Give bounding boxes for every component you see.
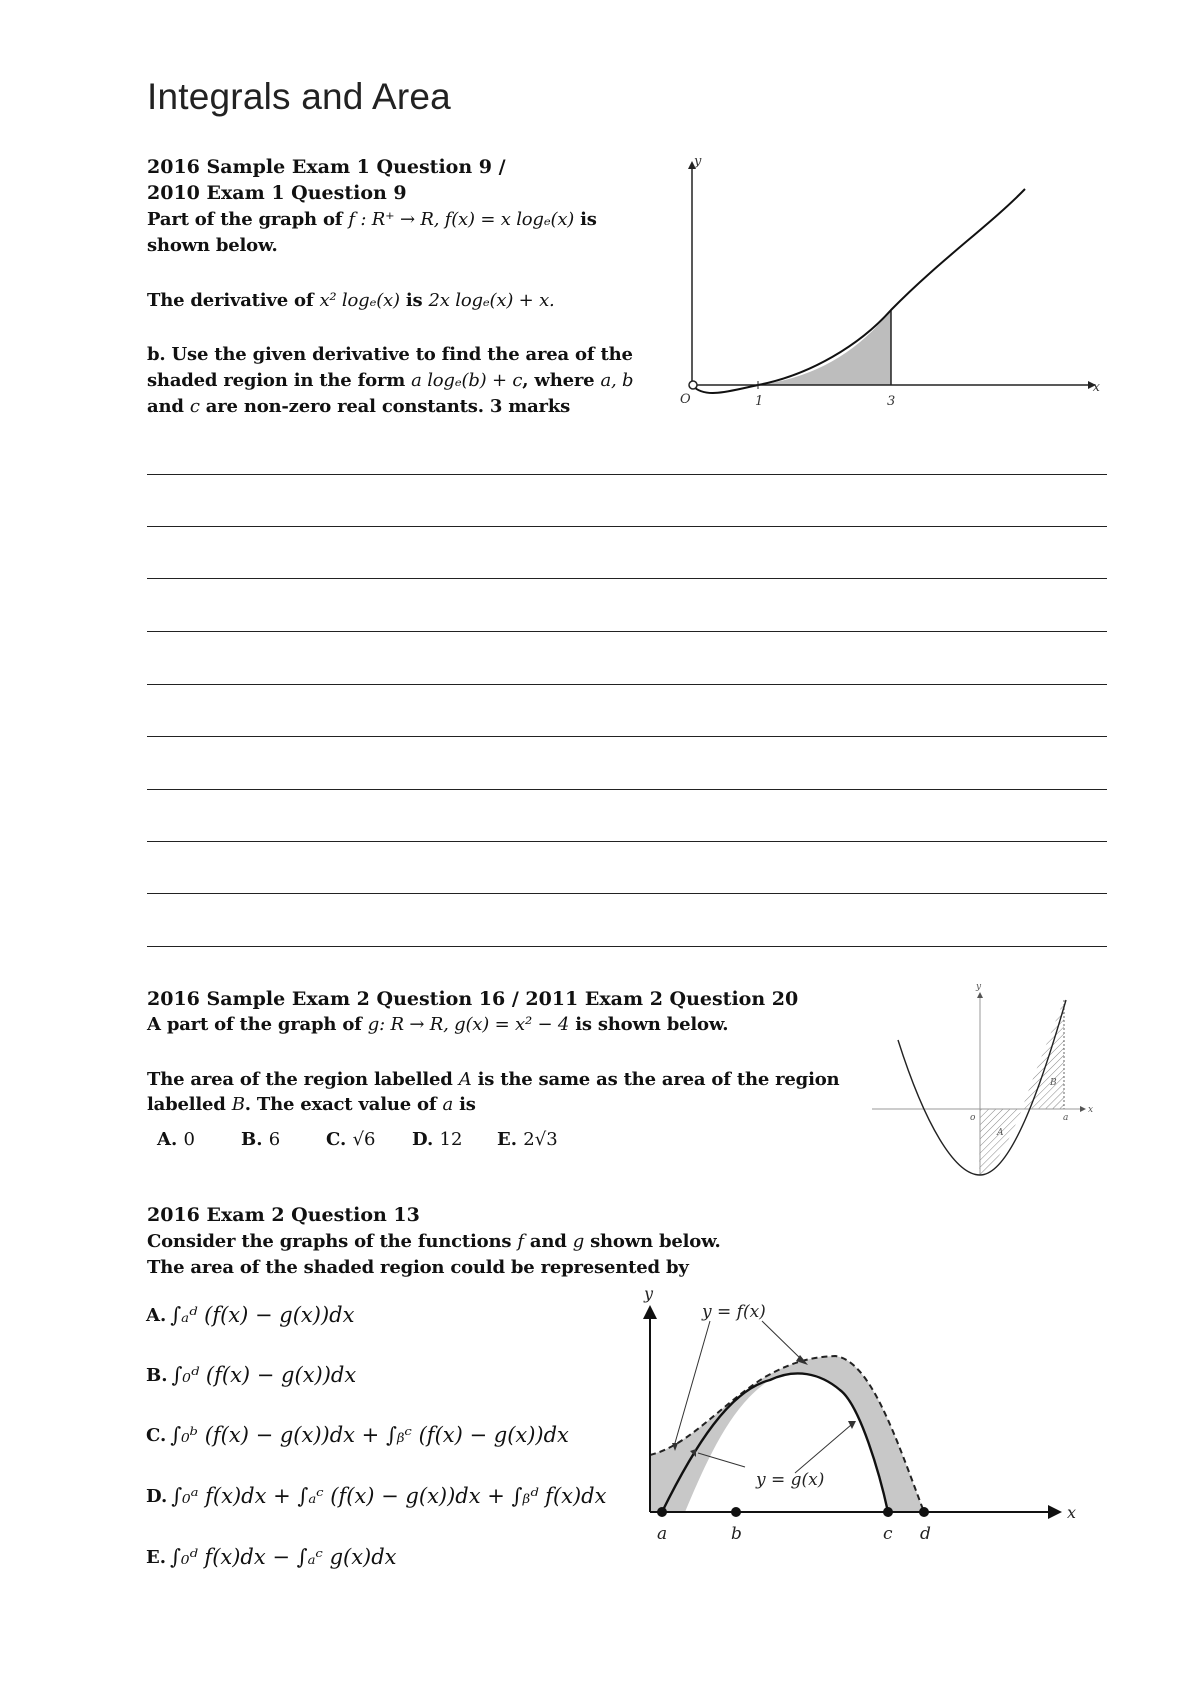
answer-line[interactable] bbox=[147, 578, 1107, 579]
q2-text-e: is bbox=[453, 1094, 476, 1115]
q1-heading-line1: 2016 Sample Exam 1 Question 9 / bbox=[147, 156, 506, 178]
q2-option-a[interactable] bbox=[157, 1129, 195, 1150]
q2-heading: 2016 Sample Exam 2 Question 16 / 2011 Exam 2 Question 20 bbox=[147, 988, 799, 1010]
q1-intro-text: Part of the graph of bbox=[147, 209, 349, 230]
answer-line[interactable] bbox=[147, 631, 1107, 632]
q2-text-math-b: B bbox=[231, 1094, 245, 1115]
q3-option-c[interactable] bbox=[146, 1423, 569, 1447]
answer-line[interactable] bbox=[147, 526, 1107, 527]
q1-part-b-math-c: a, b bbox=[600, 370, 634, 391]
q1-heading-line2: 2010 Exam 1 Question 9 bbox=[147, 182, 407, 204]
q2-region-a bbox=[979, 1109, 1022, 1175]
q3-c-label: c bbox=[883, 1524, 893, 1544]
q3-g-pointer-right bbox=[795, 1425, 851, 1473]
q1-part-b-line3-text: and bbox=[147, 396, 190, 417]
q2-option-b-label: B. bbox=[241, 1129, 263, 1150]
q1-intro-math: f : R⁺ → R, f(x) = x logₑ(x) bbox=[348, 209, 575, 230]
q1-derivative bbox=[147, 290, 555, 311]
q1-derivative-math2: 2x logₑ(x) + x. bbox=[428, 290, 555, 311]
q3-line1-text-b: and bbox=[523, 1231, 573, 1252]
q3-line2: The area of the shaded region could be represented by bbox=[147, 1257, 689, 1278]
q3-y-arrow-icon bbox=[643, 1305, 657, 1319]
q2-y-label: y bbox=[976, 982, 982, 992]
q2-text-b: is the same as the area of the region bbox=[471, 1069, 840, 1090]
q2-graph bbox=[870, 980, 1100, 1185]
q3-g-label: y = g(x) bbox=[756, 1470, 825, 1490]
q1-part-b-text-b: , where bbox=[522, 370, 601, 391]
q3-x-label: x bbox=[1066, 1503, 1076, 1522]
q1-intro-text-b: is bbox=[574, 209, 597, 230]
q3-f-label: y = f(x) bbox=[702, 1302, 766, 1322]
q3-option-e-label: E. bbox=[146, 1546, 166, 1568]
q2-text-d: . The exact value of bbox=[244, 1094, 443, 1115]
q3-option-c-expr: ∫₀ᵇ (f(x) − g(x))dx + ∫ᵦᶜ (f(x) − g(x))dx bbox=[170, 1423, 569, 1447]
q1-tick-1-label: 1 bbox=[755, 394, 764, 409]
q2-intro-text-b: is shown below. bbox=[569, 1014, 729, 1035]
q2-option-c-value: √6 bbox=[352, 1129, 376, 1150]
answer-line[interactable] bbox=[147, 474, 1107, 475]
q3-point-a bbox=[657, 1507, 667, 1517]
q1-part-b-text: shaded region in the form bbox=[147, 370, 412, 391]
q3-g-pointer-right-arrow-icon bbox=[848, 1421, 856, 1429]
q3-point-b bbox=[731, 1507, 741, 1517]
q3-x-arrow-icon bbox=[1048, 1505, 1062, 1519]
q3-option-b-expr: ∫₀ᵈ (f(x) − g(x))dx bbox=[171, 1363, 357, 1387]
q3-point-d bbox=[919, 1507, 929, 1517]
q2-a-label: a bbox=[1063, 1113, 1069, 1123]
q2-option-e-label: E. bbox=[497, 1129, 517, 1150]
q3-option-b-label: B. bbox=[146, 1364, 168, 1386]
q1-part-b-line2 bbox=[147, 370, 633, 391]
q2-region-b bbox=[1022, 1000, 1064, 1109]
q3-f-pointer-right bbox=[762, 1321, 802, 1360]
q2-option-d[interactable] bbox=[412, 1129, 462, 1150]
q3-option-d[interactable] bbox=[146, 1484, 606, 1508]
q1-part-b-line3 bbox=[147, 396, 570, 417]
q1-derivative-text-b: is bbox=[399, 290, 429, 311]
q3-line1-text-c: shown below. bbox=[584, 1231, 721, 1252]
answer-line[interactable] bbox=[147, 841, 1107, 842]
q1-derivative-math: x² logₑ(x) bbox=[319, 290, 400, 311]
q3-option-a-expr: ∫ₐᵈ (f(x) − g(x))dx bbox=[170, 1303, 355, 1327]
q3-option-b[interactable] bbox=[146, 1363, 356, 1387]
q3-d-label: d bbox=[920, 1524, 931, 1544]
answer-line[interactable] bbox=[147, 893, 1107, 894]
q2-option-b-value: 6 bbox=[268, 1129, 281, 1150]
q1-y-label: y bbox=[694, 155, 702, 169]
q3-a-label: a bbox=[657, 1524, 668, 1544]
q2-option-d-label: D. bbox=[412, 1129, 434, 1150]
q2-text-line2 bbox=[147, 1094, 476, 1115]
q2-intro-text: A part of the graph of bbox=[147, 1014, 368, 1035]
q1-x-label: x bbox=[1092, 380, 1100, 395]
q1-derivative-text: The derivative of bbox=[147, 290, 320, 311]
q2-y-arrow-icon bbox=[977, 992, 983, 998]
q3-y-label: y bbox=[644, 1285, 654, 1303]
q3-b-label: b bbox=[731, 1524, 742, 1544]
q2-intro bbox=[147, 1014, 728, 1035]
q2-o-label: o bbox=[970, 1113, 976, 1123]
q3-line1-text: Consider the graphs of the functions bbox=[147, 1231, 518, 1252]
q3-option-d-expr: ∫₀ᵃ f(x)dx + ∫ₐᶜ (f(x) − g(x))dx + ∫ᵦᵈ f(x)dx bbox=[171, 1484, 607, 1508]
q2-intro-math: g: R → R, g(x) = x² − 4 bbox=[367, 1014, 570, 1035]
page-title: Integrals and Area bbox=[147, 76, 451, 117]
answer-line[interactable] bbox=[147, 946, 1107, 947]
q2-text-c: labelled bbox=[147, 1094, 232, 1115]
q1-intro bbox=[147, 209, 597, 230]
q1-open-circle bbox=[689, 381, 697, 389]
q2-x-label: x bbox=[1088, 1105, 1094, 1115]
q2-option-a-label: A. bbox=[157, 1129, 178, 1150]
q3-option-c-label: C. bbox=[146, 1424, 167, 1446]
q3-graph bbox=[630, 1285, 1090, 1555]
answer-line[interactable] bbox=[147, 684, 1107, 685]
q2-text-math-a: A bbox=[458, 1069, 472, 1090]
q3-option-a-label: A. bbox=[146, 1304, 167, 1326]
q3-option-a[interactable] bbox=[146, 1303, 354, 1327]
q3-option-d-label: D. bbox=[146, 1485, 168, 1507]
q2-option-c[interactable] bbox=[326, 1129, 375, 1150]
q1-part-b-math: a logₑ(b) + c bbox=[411, 370, 523, 391]
q1-part-b-line3-math: c bbox=[189, 396, 200, 417]
q2-option-d-value: 12 bbox=[439, 1129, 463, 1150]
q3-point-c bbox=[883, 1507, 893, 1517]
q1-part-b-line1: b. Use the given derivative to find the area of the bbox=[147, 344, 633, 365]
q2-region-b-label: B bbox=[1050, 1078, 1057, 1088]
q3-option-e[interactable] bbox=[146, 1545, 397, 1569]
q2-text-line1 bbox=[147, 1069, 839, 1090]
q2-text-math-a2: a bbox=[442, 1094, 454, 1115]
q2-option-c-label: C. bbox=[326, 1129, 347, 1150]
answer-line[interactable] bbox=[147, 736, 1107, 737]
q1-shaded-region bbox=[758, 310, 891, 385]
q2-option-a-value: 0 bbox=[183, 1129, 195, 1150]
q3-line1-math-f: f bbox=[517, 1231, 524, 1252]
q1-intro-line2: shown below. bbox=[147, 235, 278, 256]
q2-option-e-value: 2√3 bbox=[523, 1129, 558, 1150]
q3-heading: 2016 Exam 2 Question 13 bbox=[147, 1204, 420, 1226]
q2-option-b[interactable] bbox=[241, 1129, 280, 1150]
q1-part-b-line3-text-b: are non-zero real constants. 3 marks bbox=[199, 396, 571, 417]
q3-line1-math-g: g bbox=[572, 1231, 585, 1252]
q3-option-e-expr: ∫₀ᵈ f(x)dx − ∫ₐᶜ g(x)dx bbox=[170, 1545, 397, 1569]
q3-line1 bbox=[147, 1231, 721, 1252]
q2-region-a-label: A bbox=[997, 1128, 1004, 1138]
q1-graph bbox=[660, 155, 1100, 415]
answer-line[interactable] bbox=[147, 789, 1107, 790]
q1-tick-3-label: 3 bbox=[887, 394, 896, 409]
q2-text-a: The area of the region labelled bbox=[147, 1069, 459, 1090]
q2-option-e[interactable] bbox=[497, 1129, 558, 1150]
q2-x-arrow-icon bbox=[1080, 1106, 1086, 1112]
q1-origin-label: O bbox=[680, 392, 691, 407]
